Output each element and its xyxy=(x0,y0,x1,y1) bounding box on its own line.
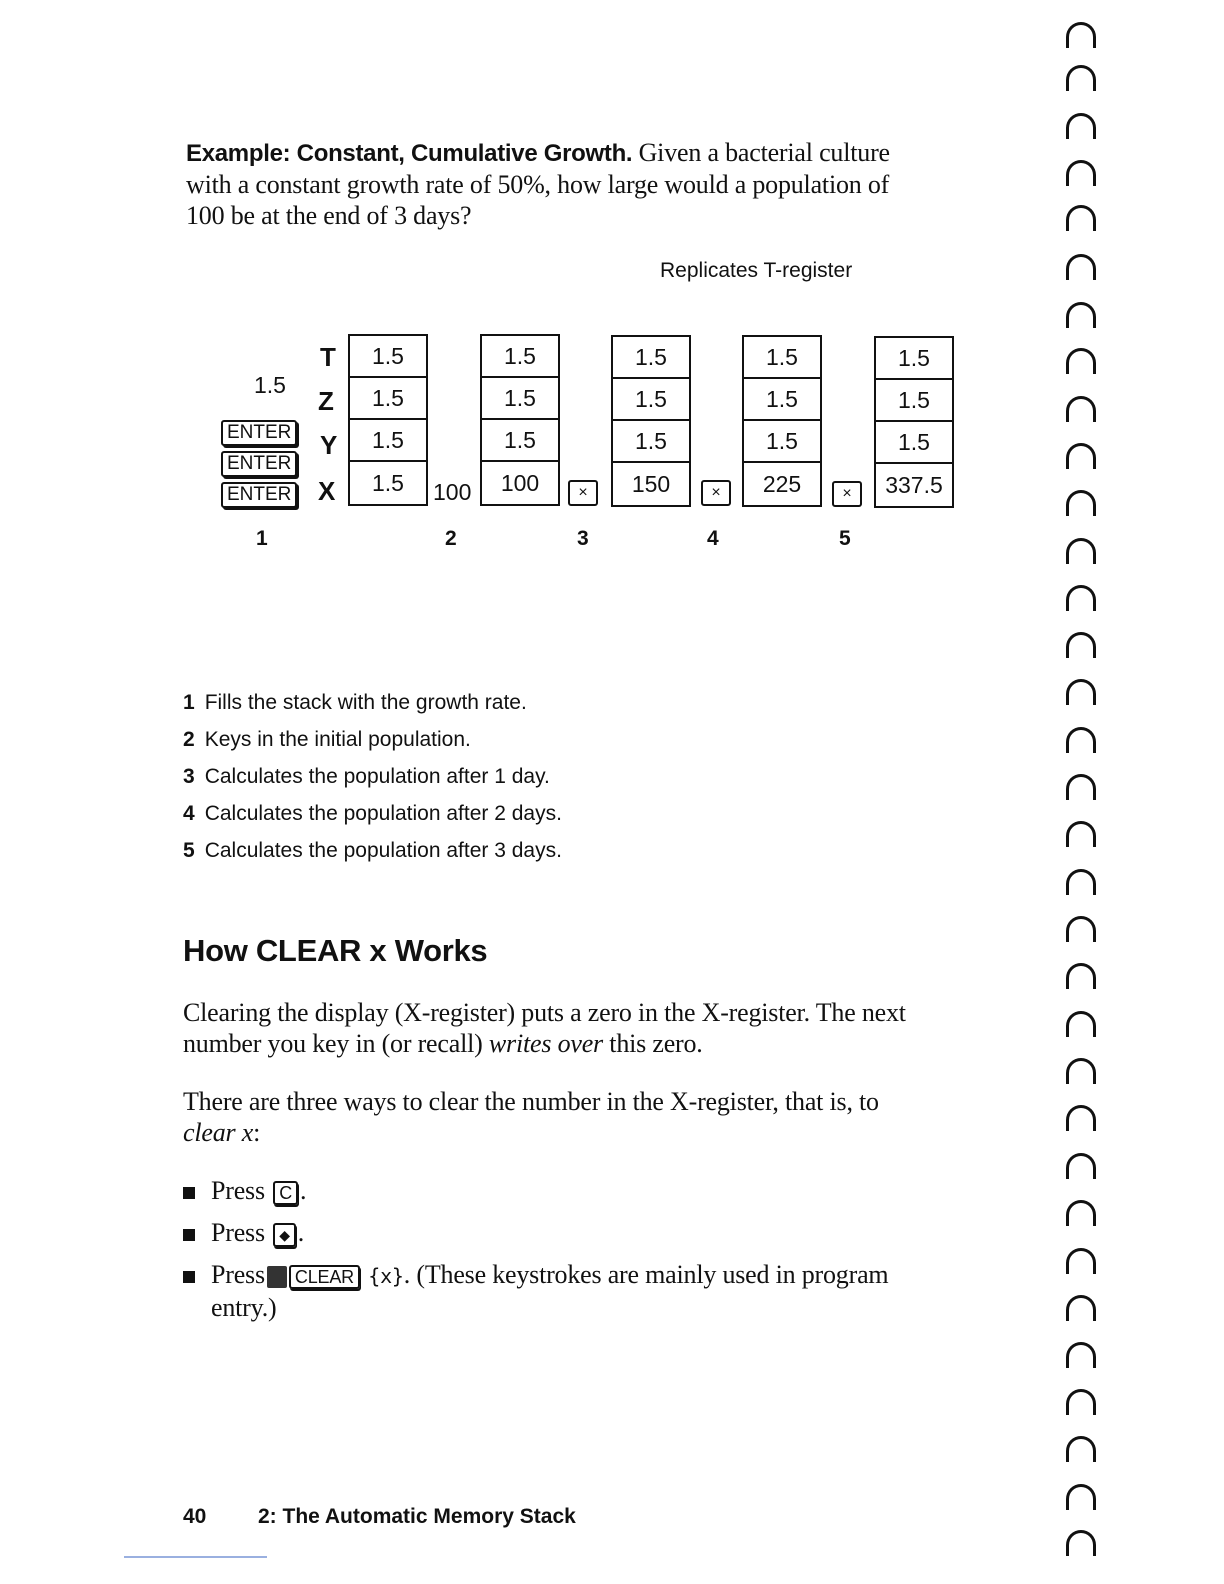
register-z: 1.5 xyxy=(350,378,426,420)
binding-ring-icon xyxy=(1066,1436,1096,1462)
step-number-5: 5 xyxy=(839,527,851,550)
binding-ring-icon xyxy=(1066,632,1096,658)
binding-ring-icon xyxy=(1066,160,1096,186)
binding-ring-icon xyxy=(1066,113,1096,139)
binding-ring-icon xyxy=(1066,254,1096,280)
p1-emphasis: writes over xyxy=(488,1029,603,1058)
binding-ring-icon xyxy=(1066,538,1096,564)
press-text: Press xyxy=(211,1176,265,1205)
binding-ring-icon xyxy=(1066,679,1096,705)
register-t: 1.5 xyxy=(613,337,689,379)
footer-rule xyxy=(124,1556,267,1558)
register-t: 1.5 xyxy=(876,338,952,380)
bullet-marker xyxy=(183,1187,195,1199)
backspace-key: ◆ xyxy=(273,1223,296,1247)
binding-ring-icon xyxy=(1066,869,1096,895)
register-t: 1.5 xyxy=(350,336,426,378)
p2-line-1: There are three ways to clear the number in the X-register, that is, to xyxy=(183,1087,879,1116)
binding-ring-icon xyxy=(1066,348,1096,374)
multiply-key-1: × xyxy=(568,480,598,506)
binding-ring-icon xyxy=(1066,1389,1096,1415)
binding-ring-icon xyxy=(1066,65,1096,91)
register-x: 225 xyxy=(762,470,802,497)
register-t: 1.5 xyxy=(744,337,820,379)
register-y: 1.5 xyxy=(876,422,952,464)
p1-text-b: this zero. xyxy=(609,1029,703,1058)
note-text: Calculates the population after 2 days. xyxy=(204,802,562,825)
register-x: 100 xyxy=(500,469,540,496)
enter-key-1: ENTER xyxy=(221,420,297,446)
step-number-3: 3 xyxy=(577,527,589,550)
binding-ring-icon xyxy=(1066,1248,1096,1274)
chapter-title: 2: The Automatic Memory Stack xyxy=(258,1505,576,1528)
note-text: Keys in the initial population. xyxy=(204,728,471,751)
note-3 xyxy=(183,765,550,789)
register-t: 1.5 xyxy=(482,336,558,378)
binding-ring-icon xyxy=(1066,1342,1096,1368)
example-line-2: with a constant growth rate of 50%, how large would a population of xyxy=(186,170,890,199)
binding-ring-icon xyxy=(1066,205,1096,231)
step-number-4: 4 xyxy=(707,527,719,550)
example-text-1: Given a bacterial culture xyxy=(638,138,890,167)
binding-ring-icon xyxy=(1066,1484,1096,1510)
note-text: Calculates the population after 1 day. xyxy=(204,765,550,788)
binding-ring-icon xyxy=(1066,821,1096,847)
binding-ring-icon xyxy=(1066,22,1096,48)
binding-ring-icon xyxy=(1066,443,1096,469)
binding-ring-icon xyxy=(1066,1200,1096,1226)
step-number-1: 1 xyxy=(256,527,268,550)
bullet-3-text: . (These keystrokes are mainly used in program xyxy=(403,1260,889,1289)
register-y: 1.5 xyxy=(613,421,689,463)
typed-value: 100 xyxy=(433,479,472,505)
register-label-y: Y xyxy=(320,430,338,460)
p2-line-2 xyxy=(183,1117,998,1148)
bullet-3 xyxy=(183,1259,998,1323)
section-paragraph-1 xyxy=(183,997,998,1059)
binding-ring-icon xyxy=(1066,585,1096,611)
note-number: 3 xyxy=(183,765,195,788)
note-number: 4 xyxy=(183,802,195,825)
p1-line-1: Clearing the display (X-register) puts a zero in the X-register. The next xyxy=(183,998,906,1027)
note-number: 1 xyxy=(183,691,195,714)
bullet-marker xyxy=(183,1229,195,1241)
p2-emphasis: clear x xyxy=(183,1118,254,1147)
note-1 xyxy=(183,691,527,715)
p2-colon: : xyxy=(253,1118,261,1147)
register-z: 1.5 xyxy=(613,379,689,421)
binding-ring-icon xyxy=(1066,396,1096,422)
bullet-1: Press C . xyxy=(183,1175,306,1206)
binding-ring-icon xyxy=(1066,302,1096,328)
diagram-annotation: Replicates T-register xyxy=(660,259,853,282)
register-x: 150 xyxy=(631,470,671,497)
multiply-key-3: × xyxy=(832,481,862,507)
binding-ring-icon xyxy=(1066,490,1096,516)
note-number: 5 xyxy=(183,839,195,862)
p1-text-a: number you key in (or recall) xyxy=(183,1029,483,1058)
press-text: Press xyxy=(211,1218,265,1247)
page-number: 40 xyxy=(183,1505,207,1528)
binding-ring-icon xyxy=(1066,1530,1096,1556)
example-heading: Example: Constant, Cumulative Growth. xyxy=(186,140,633,167)
binding-ring-icon xyxy=(1066,727,1096,753)
note-2 xyxy=(183,728,471,752)
binding-ring-icon xyxy=(1066,916,1096,942)
p1-line-2 xyxy=(183,1028,998,1059)
register-label-x: X xyxy=(318,476,336,506)
c-key: C xyxy=(273,1181,298,1205)
step-number-2: 2 xyxy=(445,527,457,550)
binding-ring-icon xyxy=(1066,774,1096,800)
binding-ring-icon xyxy=(1066,1058,1096,1084)
binding-ring-icon xyxy=(1066,1105,1096,1131)
section-paragraph-2 xyxy=(183,1086,998,1148)
shift-key-icon xyxy=(267,1266,287,1288)
note-text: Calculates the population after 3 days. xyxy=(204,839,562,862)
note-4 xyxy=(183,802,562,826)
bullet-marker xyxy=(183,1271,195,1283)
bullet-3-line-2: entry.) xyxy=(211,1293,277,1322)
binding-ring-icon xyxy=(1066,963,1096,989)
stack-column-4 xyxy=(742,335,822,507)
stack-column-2 xyxy=(480,334,560,506)
bullet-2: Press ◆ . xyxy=(183,1217,304,1248)
register-z: 1.5 xyxy=(876,380,952,422)
input-value: 1.5 xyxy=(254,372,286,398)
register-x: 337.5 xyxy=(885,471,943,498)
bullet-3-line-1 xyxy=(183,1259,998,1292)
note-text: Fills the stack with the growth rate. xyxy=(204,691,527,714)
press-text: Press xyxy=(211,1260,265,1289)
binding-ring-icon xyxy=(1066,1011,1096,1037)
register-label-z: Z xyxy=(318,386,334,416)
enter-key-3: ENTER xyxy=(221,482,297,508)
multiply-key-2: × xyxy=(701,480,731,506)
stack-column-3 xyxy=(611,335,691,507)
example-paragraph xyxy=(186,137,996,231)
stack-column-5 xyxy=(874,336,954,508)
register-z: 1.5 xyxy=(744,379,820,421)
section-title: How CLEAR x Works xyxy=(183,933,488,968)
menu-x-label: {x} xyxy=(368,1264,404,1288)
stack-column-1 xyxy=(348,334,428,506)
binding-ring-icon xyxy=(1066,1153,1096,1179)
register-z: 1.5 xyxy=(482,378,558,420)
example-line-1 xyxy=(186,137,996,169)
register-y: 1.5 xyxy=(482,420,558,462)
enter-key-2: ENTER xyxy=(221,451,297,477)
register-x: 1.5 xyxy=(372,469,404,496)
register-label-t: T xyxy=(320,342,336,372)
example-line-3: 100 be at the end of 3 days? xyxy=(186,201,472,230)
clear-key: CLEAR xyxy=(289,1265,360,1289)
note-number: 2 xyxy=(183,728,195,751)
register-y: 1.5 xyxy=(744,421,820,463)
binding-ring-icon xyxy=(1066,1295,1096,1321)
note-5 xyxy=(183,839,562,863)
register-y: 1.5 xyxy=(350,420,426,462)
